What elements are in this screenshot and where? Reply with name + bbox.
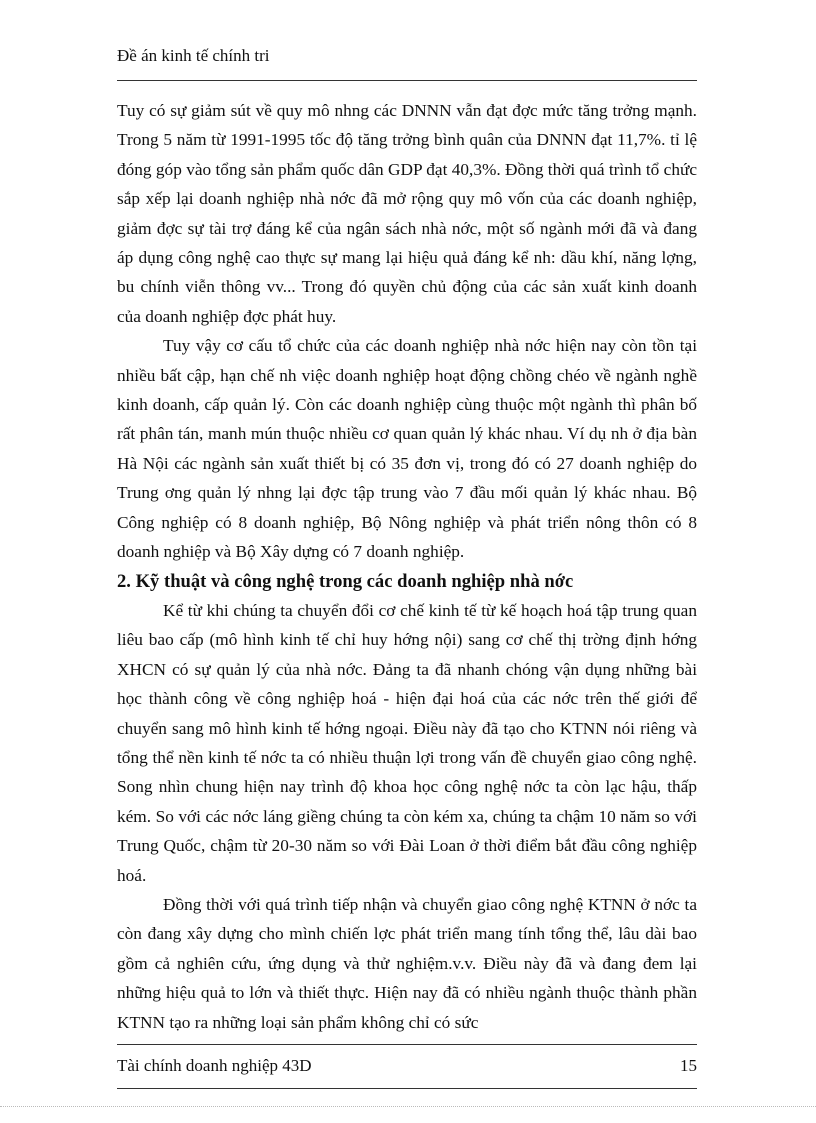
page-number: 15 xyxy=(680,1056,697,1075)
footer-divider xyxy=(117,1044,697,1045)
document-body xyxy=(117,96,697,1037)
header-divider xyxy=(117,80,697,81)
paragraph-1: Tuy có sự giảm sút về quy mô nhng các DNNN vẫn đạt đợc mức tăng trởng mạnh. Trong 5 năm từ 1991-1995 tốc độ tăng trởng bình quân của DNNN đạt 11,7%. tỉ lệ đóng góp vào tổng sản phẩm quốc dân GDP đạt 40,3%. Đồng thời quá trình tổ chức sắp xếp lại doanh nghiệp nhà nớc đã mở rộng quy mô vốn của các doanh nghiệp, giảm đợc sự tài trợ đáng kể của ngân sách nhà nớc, một số ngành mới đã và đang áp dụng công nghệ cao thực sự mang lại hiệu quả đáng kể nh: dầu khí, năng lợng, bu chính viễn thông vv... Trong đó quyền chủ động của các sản xuất kinh doanh của doanh nghiệp đợc phát huy. xyxy=(117,101,697,326)
page-header-title: Đề án kinh tế chính tri xyxy=(117,46,270,65)
paragraph-4: Đồng thời với quá trình tiếp nhận và chuyển giao công nghệ KTNN ở nớc ta còn đang xây dựng cho mình chiến lợc phát triển mang tính tổng thể, lâu dài bao gồm cả nghiên cứu, ứng dụng và thử nghiệm.v.v. Điều này đã và đang đem lại những hiệu quả to lớn và thiết thực. Hiện nay đã có nhiều ngành thuộc thành phần KTNN tạo ra những loại sản phẩm không chỉ có sức xyxy=(117,894,697,1032)
paragraph-2: Tuy vậy cơ cấu tổ chức của các doanh nghiệp nhà nớc hiện nay còn tồn tại nhiều bất cập, hạn chế nh việc doanh nghiệp hoạt động chồng chéo về ngành nghề kinh doanh, cấp quản lý. Còn các doanh nghiệp cùng thuộc một ngành thì phân bố rất phân tán, manh mún thuộc nhiều cơ quan quản lý khác nhau. Ví dụ nh ở địa bàn Hà Nội các ngành sản xuất thiết bị có 35 đơn vị, trong đó có 27 doanh nghiệp do Trung ơng quản lý nhng lại đợc tập trung vào 7 đầu mối quản lý khác nhau. Bộ Công nghiệp có 8 doanh nghiệp, Bộ Nông nghiệp và phát triển nông thôn có 8 doanh nghiệp và Bộ Xây dựng có 7 doanh nghiệp. xyxy=(117,336,697,562)
page-edge-dotted-line xyxy=(0,1106,816,1107)
footer-bottom-divider xyxy=(117,1088,697,1089)
paragraph-3: Kể từ khi chúng ta chuyển đổi cơ chế kinh tế từ kế hoạch hoá tập trung quan liêu bao cấp (mô hình kinh tế chỉ huy hớng nội) sang cơ chế thị trờng định hớng XHCN có sự quản lý của nhà nớc. Đảng ta đã nhanh chóng vận dụng những bài học thành công về công nghiệp hoá - hiện đại hoá của các nớc trên thế giới để chuyển sang mô hình kinh tế hớng ngoại. Điều này đã tạo cho KTNN nói riêng và tổng thể nền kinh tế nớc ta có nhiều thuận lợi trong vấn đề chuyển giao công nghệ. Song nhìn chung hiện nay trình độ khoa học công nghệ nớc ta còn lạc hậu, thấp kém. So với các nớc láng giềng chúng ta còn kém xa, chúng ta chậm 10 năm so với Trung Quốc, chậm từ 20-30 năm so với Đài Loan ở thời điểm bắt đầu công nghiệp hoá. xyxy=(117,600,697,885)
section-heading: 2. Kỹ thuật và công nghệ trong các doanh nghiệp nhà nớc xyxy=(117,570,574,592)
footer-title: Tài chính doanh nghiệp 43D xyxy=(117,1056,312,1075)
